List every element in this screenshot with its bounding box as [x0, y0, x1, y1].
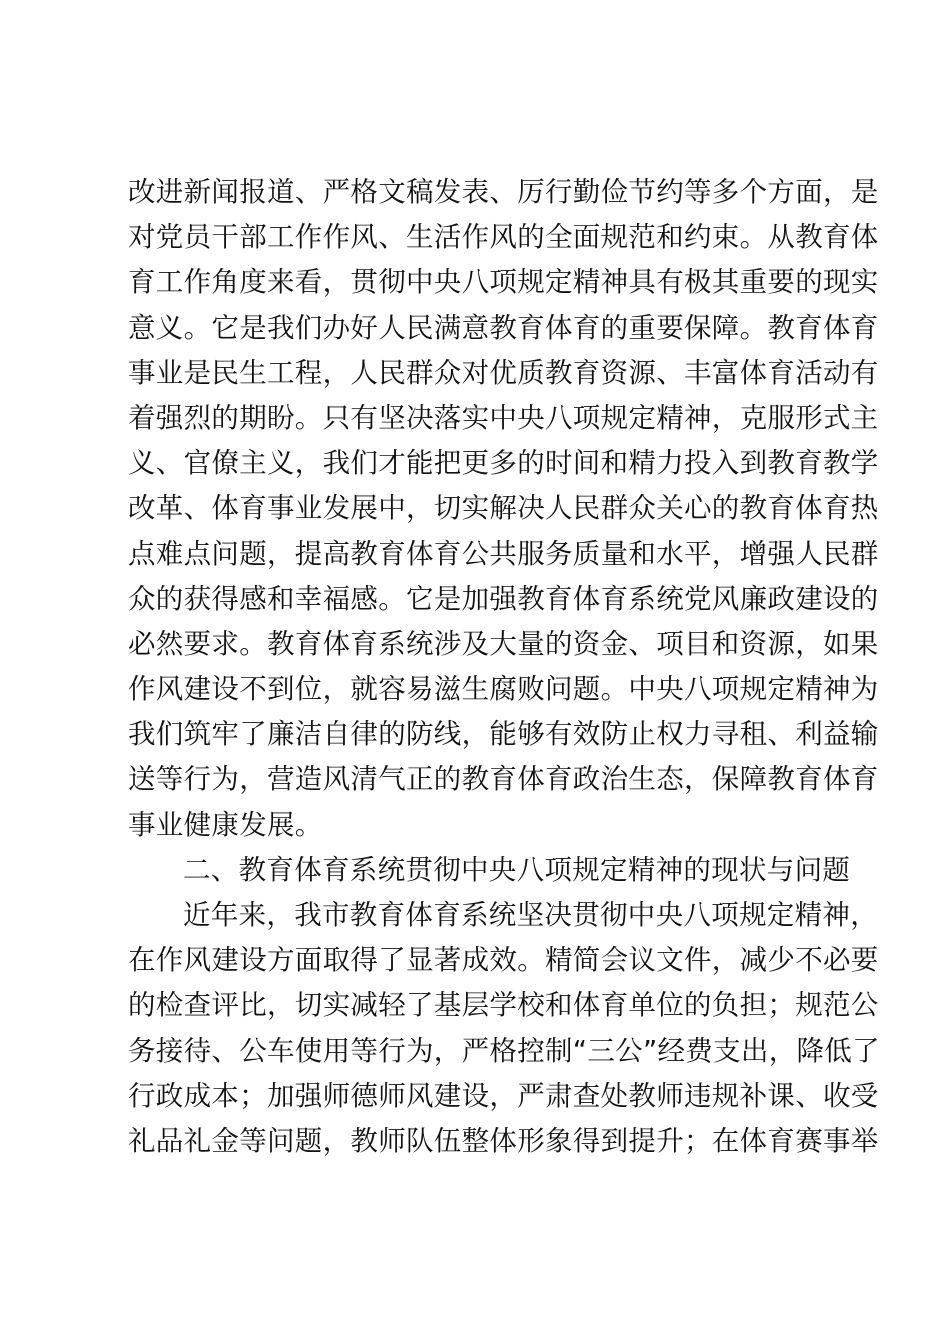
- text-line: 在作风建设方面取得了显著成效。精简会议文件，减少不必要: [128, 944, 879, 977]
- text-line: 意义。它是我们办好人民满意教育体育的重要保障。教育体育: [128, 311, 879, 344]
- text-line: 对党员干部工作作风、生活作风的全面规范和约束。从教育体: [128, 221, 879, 254]
- text-line: 点难点问题，提高教育体育公共服务质量和水平，增强人民群: [128, 537, 879, 570]
- text-line: 的检查评比，切实减轻了基层学校和体育单位的负担；规范公: [128, 989, 879, 1022]
- text-line: 行政成本；加强师德师风建设，严肃查处教师违规补课、收受: [128, 1079, 879, 1112]
- document-body: [128, 170, 880, 1164]
- text-line: 我们筑牢了廉洁自律的防线，能够有效防止权力寻租、利益输: [128, 718, 879, 751]
- text-line: 事业是民生工程，人民群众对优质教育资源、丰富体育活动有: [128, 356, 879, 389]
- text-line: 众的获得感和幸福感。它是加强教育体育系统党风廉政建设的: [128, 582, 879, 615]
- text-line: 作风建设不到位，就容易滋生腐败问题。中央八项规定精神为: [128, 673, 879, 706]
- text-line: 送等行为，营造风清气正的教育体育政治生态，保障教育体育: [128, 763, 879, 796]
- text-line: 必然要求。教育体育系统涉及大量的资金、项目和资源，如果: [128, 627, 879, 660]
- text-line: 事业健康发展。: [128, 808, 323, 841]
- text-line: 改进新闻报道、严格文稿发表、厉行勤俭节约等多个方面，是: [128, 176, 879, 208]
- paragraph-importance: [128, 170, 879, 848]
- text-line: 近年来，我市教育体育系统坚决贯彻中央八项规定精神，: [183, 899, 878, 931]
- text-line: 着强烈的期盼。只有坚决落实中央八项规定精神，克服形式主: [128, 401, 879, 434]
- text-line: 务接待、公车使用等行为，严格控制“三公”经费支出，降低了: [128, 1034, 880, 1067]
- text-line: 礼品礼金等问题，教师队伍整体形象得到提升；在体育赛事举: [128, 1124, 879, 1157]
- text-line: 育工作角度来看，贯彻中央八项规定精神具有极其重要的现实: [128, 266, 879, 299]
- text-line: 改革、体育事业发展中，切实解决人民群众关心的教育体育热: [128, 492, 879, 525]
- text-line: 义、官僚主义，我们才能把更多的时间和精力投入到教育教学: [128, 447, 879, 480]
- paragraph-status: [128, 893, 880, 1164]
- section-heading: 二、教育体育系统贯彻中央八项规定精神的现状与问题: [183, 853, 851, 886]
